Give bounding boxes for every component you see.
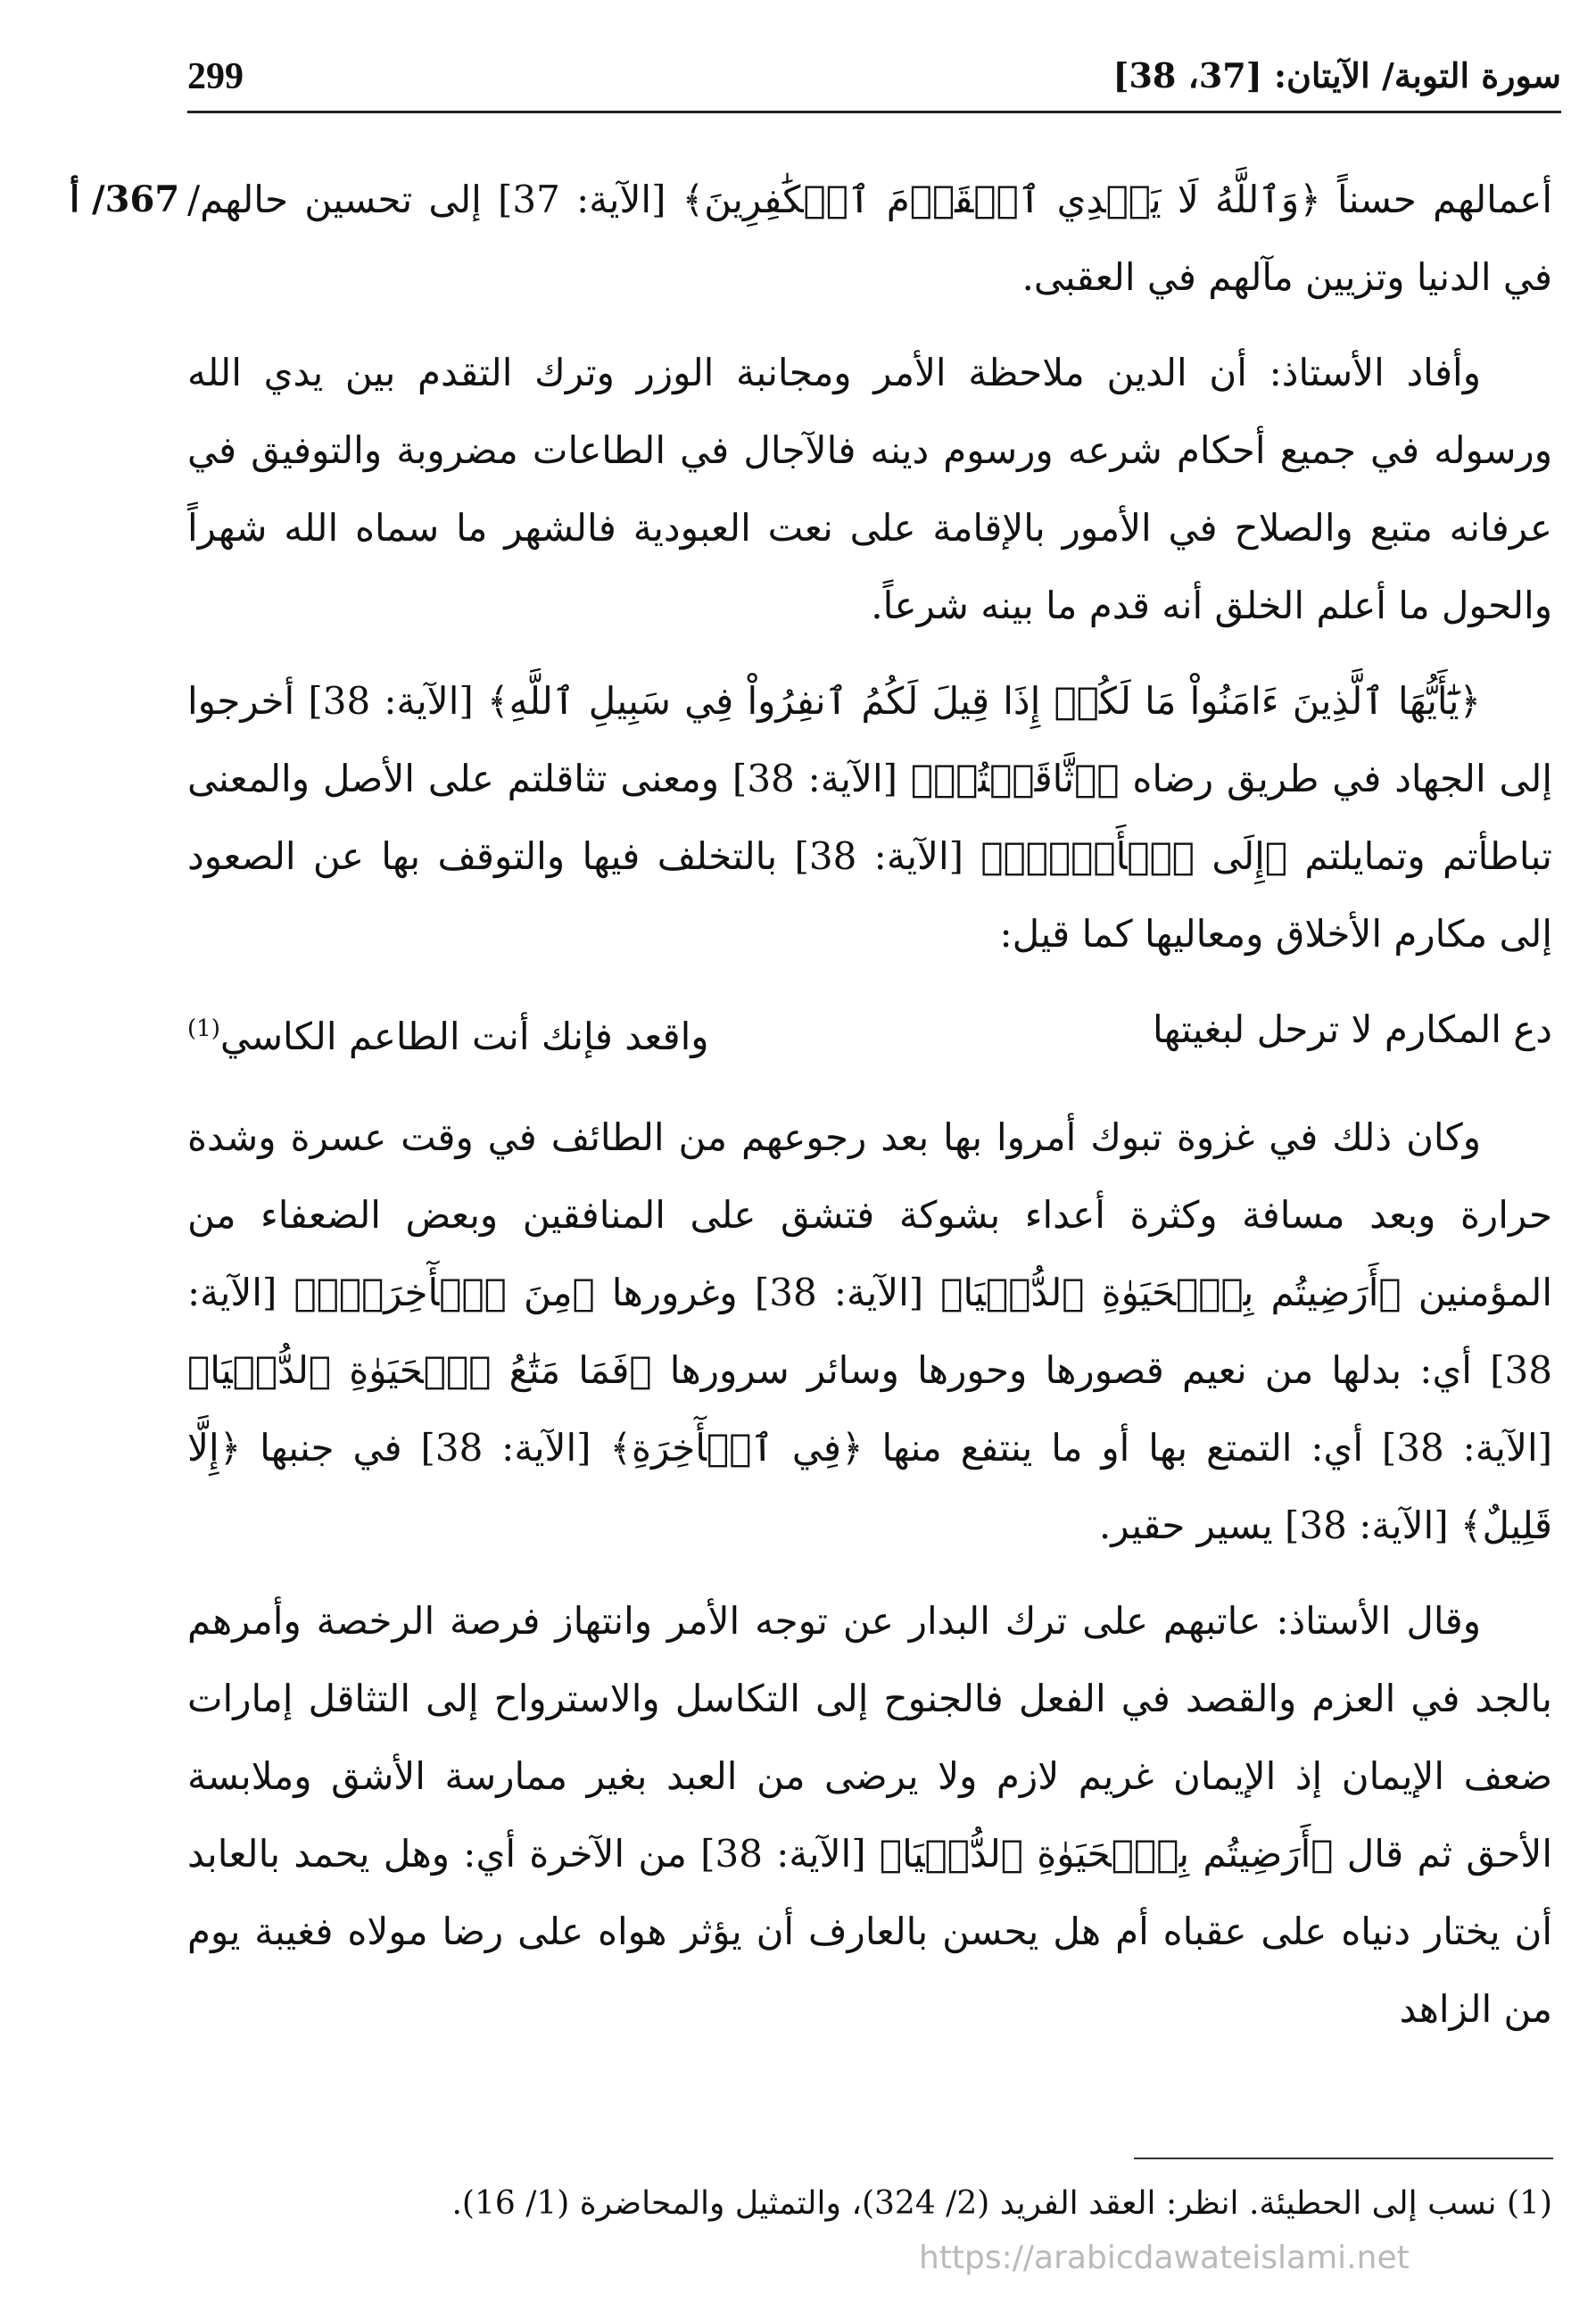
paragraph-5: وقال الأستاذ: عاتبهم على ترك البدار عن توجه الأمر وانتهاز فرصة الرخصة وأمرهم بالجد في العزم والقصد في الفعل فالجنوح إلى التكاسل والاسترواح إلى التثاقل إمارات ضعف الإيمان إذ الإيمان غريم لازم ولا يرضى من العبد بغير ممارسة الأشق وملابسة الأحق ثم قال ﴿أَرَضِيتُم بِٱلۡحَيَوٰةِ ٱلدُّنۡيَا﴾ [الآية: 38] من الآخرة أي: وهل يحمد بالعابد أن يختار دنياه على عقباه أم هل يحسن بالعارف أن يؤثر هواه على رضا مولاه فغيبة يوم من الزاهد bbox=[187, 1599, 1552, 2031]
header-divider bbox=[187, 111, 1561, 113]
footnote-divider bbox=[1134, 2158, 1553, 2159]
footnote-reference: (1) bbox=[187, 1015, 220, 1042]
poetry-verse bbox=[187, 990, 1552, 1075]
main-text bbox=[187, 161, 1552, 2066]
paragraph-4: وكان ذلك في غزوة تبوك أمروا بها بعد رجوعهم من الطائف في وقت عسرة وشدة حرارة وبعد مسافة وكثرة أعداء بشوكة فتشق على المنافقين وبعض الضعفاء من المؤمنين ﴿أَرَضِيتُم بِٱلۡحَيَوٰةِ ٱلدُّنۡيَا﴾ [الآية: 38] وغرورها ﴿مِنَ ٱلۡأٓخِرَةِۚ﴾ [الآية: 38] أي: بدلها من نعيم قصورها وحورها وسائر سرورها ﴿فَمَا مَتَٰعُ ٱلۡحَيَوٰةِ ٱلدُّنۡيَا﴾ [الآية: 38] أي: التمتع بها أو ما ينتفع منها ﴿فِي ٱلۡأٓخِرَةِ﴾ [الآية: 38] في جنبها ﴿إِلَّا قَلِيلٌ﴾ [الآية: 38] يسير حقير. bbox=[187, 1115, 1553, 1547]
manuscript-folio-marker: 367/ أ bbox=[70, 178, 180, 220]
paragraph-2: وأفاد الأستاذ: أن الدين ملاحظة الأمر ومجانبة الوزر وترك التقدم بين يدي الله ورسوله في جميع أحكام شرعه ورسوم دينه فالآجال في الطاعات مضروبة والتوفيق في عرفانه متبع والصلاح في الأمور بالإقامة على نعت العبودية فالشهر ما سماه الله شهراً والحول ما أعلم الخلق أنه قدم ما بينه شرعاً. bbox=[187, 351, 1552, 627]
running-title: سورة التوبة/ الآيتان: [37، 38] bbox=[1112, 55, 1561, 95]
watermark-url: https://arabicdawateislami.net bbox=[919, 2240, 1410, 2276]
paragraph-1: أعمالهم حسناً ﴿وَٱللَّهُ لَا يَهۡدِي ٱلۡقَوۡمَ ٱلۡكَٰفِرِينَ﴾ [الآية: 37] إلى تحسين حالهم/ في الدنيا وتزيين مآلهم في العقبى. bbox=[187, 178, 1552, 299]
verse-hemistich-2: واقعد فإنك أنت الطاعم الكاسي$^{(1)}$ bbox=[187, 1015, 709, 1058]
footnote: (1) نسب إلى الحطيئة. انظر: العقد الفريد (2/ 324)، والتمثيل والمحاضرة (1/ 16). bbox=[451, 2185, 1552, 2222]
verse-hemistich-1: دع المكارم لا ترحل لبغيتها bbox=[1152, 1007, 1552, 1051]
page-number: 299 bbox=[187, 56, 244, 97]
page-header bbox=[187, 55, 1561, 109]
paragraph-3: ﴿يَٰٓأَيُّهَا ٱلَّذِينَ ءَامَنُواْ مَا لَكُمۡ إِذَا قِيلَ لَكُمُ ٱنفِرُواْ فِي سَبِيلِ ٱللَّهِ﴾ [الآية: 38] أخرجوا إلى الجهاد في طريق رضاه ﴿ٱثَّاقَلۡتُمۡ﴾ [الآية: 38] ومعنى تثاقلتم على الأصل والمعنى تباطأتم وتمايلتم ﴿إِلَى ٱلۡأَرۡضِۚ﴾ [الآية: 38] بالتخلف فيها والتوقف بها عن الصعود إلى مكارم الأخلاق ومعاليها كما قيل: bbox=[187, 679, 1553, 956]
